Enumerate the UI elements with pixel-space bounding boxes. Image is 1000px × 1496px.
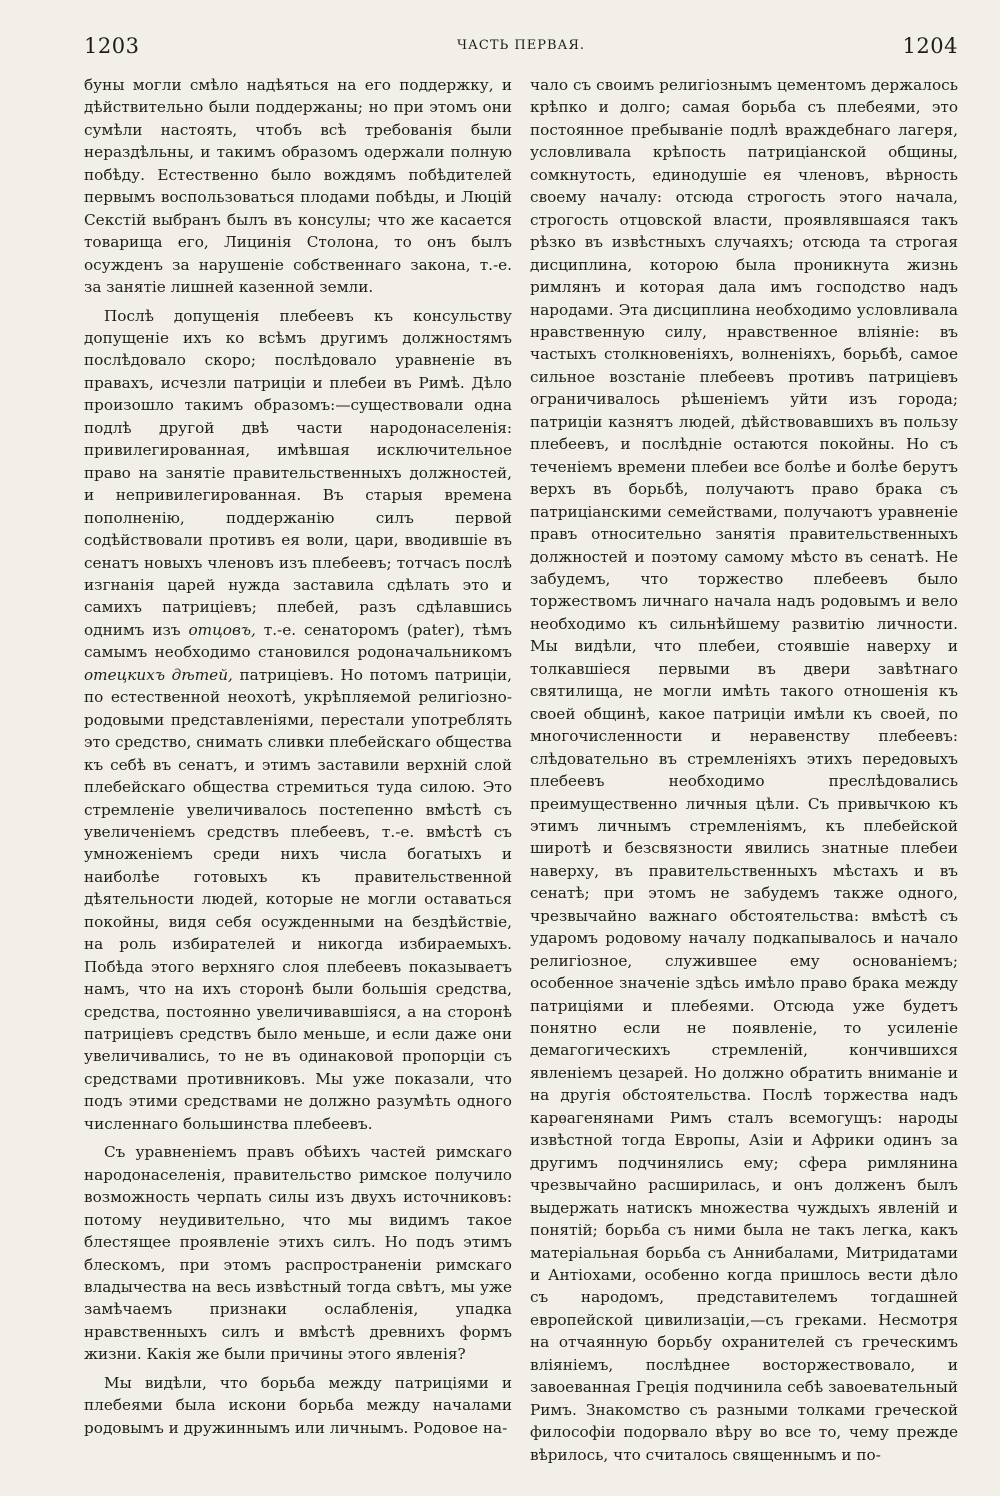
- page-header: [84, 34, 958, 64]
- left-column: [84, 74, 512, 1445]
- italic-term: отцовъ,: [188, 620, 256, 639]
- paragraph: Мы видѣли, что борьба между патриціями и плебеями была искони борьба между началами родовымъ и дружиннымъ или личнымъ. Родовое на-: [84, 1373, 512, 1437]
- paragraph: чало съ своимъ религіознымъ цементомъ держалось крѣпко и долго; самая борьба съ плебеями, это постоянное пребываніе подлѣ враждебнаго лагеря, условливала крѣпость патриціанской общины, сомкнутость, единодушіе ея членовъ, вѣрность своему началу: отсюда строгость этого начала, строгость отцовской власти, проявлявшаяся такъ рѣзко въ извѣстныхъ случаяхъ; отсюда та строгая дисциплина, которою была проникнута жизнь римлянъ и которая дала имъ господство надъ народами. Эта дисциплина необходимо условливала нравственную силу, нравственное вліяніе: въ частыхъ столкновеніяхъ, волненіяхъ, борьбѣ, самое сильное возстаніе плебеевъ противъ патриціевъ ограничивалось рѣшеніемъ уйти изъ города; патриціи казнятъ людей, дѣйствовавшихъ въ пользу плебеевъ, и послѣдніе остаются покойны. Но съ теченіемъ времени плебеи все болѣе и болѣе берутъ верхъ въ борьбѣ, получаютъ право брака съ патриціанскими семействами, получаютъ уравненіе правъ относительно занятія правительственныхъ должностей и поэтому самому мѣсто въ сенатѣ. Не забудемъ, что торжество плебеевъ было торжествомъ личнаго начала надъ родовымъ и вело необходимо къ сильнѣйшему развитію личности. Мы видѣли, что плебеи, стоявшіе наверху и толкавшіеся первыми въ двери завѣтнаго святилища, не могли имѣть такого отношенія къ своей общинѣ, какое патриціи имѣли къ своей, по многочисленности и неравенству плебеевъ: слѣдовательно въ стремленіяхъ этихъ передовыхъ плебеевъ необходимо преслѣдовались преимущественно личныя цѣли. Съ привычкою къ этимъ личнымъ стремленіямъ, къ плебейской широтѣ и безсвязности явились знатные плебеи наверху, въ правительственныхъ мѣстахъ и въ сенатѣ; при этомъ не забудемъ также одного, чрезвычайно важнаго обстоятельства: вмѣстѣ съ ударомъ родовому началу подкапывалось и начало религіозное, служившее ему основаніемъ; особенное значеніе здѣсь имѣло право брака между патриціями и плебеями. Отсюда уже будетъ понятно если не появленіе, то усиленіе демагогическихъ стремленій, кончившихся явленіемъ цезарей. Но должно обратить вниманіе и на другія обстоятельства. Послѣ торжества надъ карѳагенянами Римъ сталъ всемогущъ: народы извѣстной тогда Европы, Азіи и Африки одинъ за другимъ подчинялись ему; сфера римлянина чрезвычайно расширилась, и онъ долженъ былъ выдержать натискъ множества чуждыхъ явленій и понятій; борьба съ ними была не такъ легка, какъ матеріальная борьба съ Аннибалами, Митридатами и Антіохами, особенно когда пришлось вести дѣло съ народомъ, представителемъ тогдашней европейской цивилизаціи,—съ греками. Несмотря на отчаянную борьбу охранителей съ греческимъ вліяніемъ, послѣднее восторжествовало, и завоеванная Греція подчинила себѣ завоевательный Римъ. Знакомство съ разными толками греческой философіи подорвало вѣру во все то, чему прежде вѣрилось, что считалось священнымъ и по-: [530, 76, 958, 1464]
- italic-term: отецкихъ дѣтей,: [84, 665, 233, 684]
- page-number-left: 1203: [84, 34, 140, 58]
- page-number-right: 1204: [902, 34, 958, 58]
- paragraph: Съ уравненіемъ правъ обѣихъ частей римскаго народонаселенія, правительство римское получило возможность черпать силы изъ двухъ источниковъ: потому неудивительно, что мы видимъ такое блестящее проявленіе этихъ силъ. Но подъ этимъ блескомъ, при этомъ распространеніи римскаго владычества на весь извѣстный тогда свѣтъ, мы уже замѣчаемъ признаки ослабленія, упадка нравственныхъ силъ и вмѣстѣ древнихъ формъ жизни. Какія же были причины этого явленія?: [84, 1143, 512, 1364]
- right-column: [530, 74, 958, 1472]
- running-title: ЧАСТЬ ПЕРВАЯ.: [456, 38, 585, 53]
- paragraph: Послѣ допущенія плебеевъ къ консульству допущеніе ихъ ко всѣмъ другимъ должностямъ послѣдовало скоро; послѣдовало уравненіе въ правахъ, исчезли патриціи и плебеи въ Римѣ. Дѣло произошло такимъ образомъ:—существовали одна подлѣ другой двѣ части народонаселенія: привилегированная, имѣвшая исключительное право на занятіе правительственныхъ должностей, и непривилегированная. Въ старыя времена пополненію, поддержанію силъ первой содѣйствовали противъ ея воли, цари, вводившіе въ сенатъ новыхъ членовъ изъ плебеевъ; тотчасъ послѣ изгнанія царей нужда заставила сдѣлать это и самихъ патриціевъ; плебей, разъ сдѣлавшись однимъ изъ отцовъ, т.-е. сенаторомъ (pater), тѣмъ самымъ необходимо становился родоначальникомъ отецкихъ дѣтей, патриціевъ. Но потомъ патриціи, по естественной неохотѣ, укрѣпляемой религіозно-родовыми представленіями, перестали употреблять это средство, снимать сливки плебейскаго общества къ себѣ въ сенатъ, и этимъ заставили верхній слой плебейскаго общества стремиться туда силою. Это стремленіе увеличивалось постепенно вмѣстѣ съ увеличеніемъ средствъ плебеевъ, т.-е. вмѣстѣ съ умноженіемъ среди нихъ числа богатыхъ и наиболѣе готовыхъ къ правительственной дѣятельности людей, которые не могли оставаться покойны, видя себя осужденными на бездѣйствіе, на роль избирателей и никогда избираемыхъ. Побѣда этого верхняго слоя плебеевъ показываетъ намъ, что на ихъ сторонѣ были большія средства, средства, постоянно увеличивавшіяся, а на сторонѣ патриціевъ средствъ было меньше, и если даже они увеличивались, то не въ одинаковой пропорціи съ средствами противниковъ. Мы уже показали, что подъ этими средствами не должно разумѣть одного численнаго большинства плебеевъ.: [84, 306, 512, 1133]
- paragraph: буны могли смѣло надѣяться на его поддержку, и дѣйствительно были поддержаны; но при этомъ они сумѣли настоять, чтобъ всѣ требованія были нераздѣльны, и такимъ образомъ одержали полную побѣду. Естественно было вождямъ побѣдителей первымъ воспользоваться плодами побѣды, и Люцій Секстій выбранъ былъ въ консулы; что же касается товарища его, Лицинія Столона, то онъ былъ осужденъ за нарушеніе собственнаго закона, т.-е. за занятіе лишней казенной земли.: [84, 76, 512, 297]
